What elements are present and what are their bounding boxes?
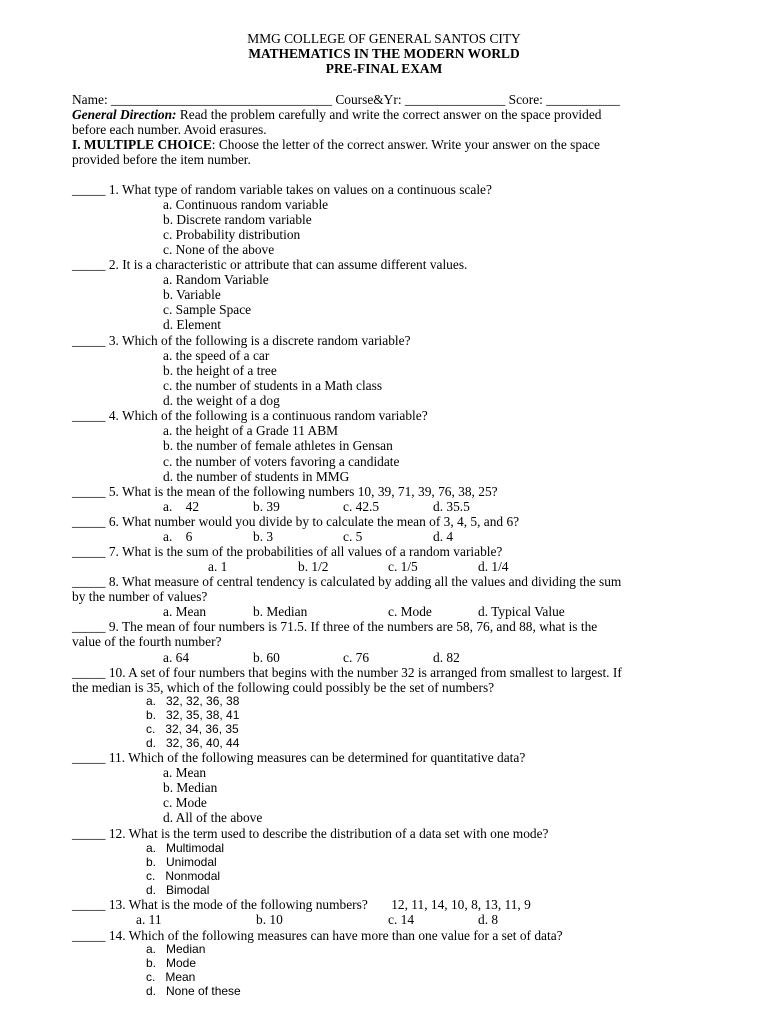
q10-option-c: c. 32, 34, 36, 35	[146, 722, 239, 736]
q11-option-d: d. All of the above	[163, 810, 263, 825]
q13-option-a: a. 11	[136, 912, 162, 927]
q4-option-b: b. the number of female athletes in Gensan	[163, 438, 393, 453]
q3-option-d: d. the weight of a dog	[163, 393, 280, 408]
q8-option-d: d. Typical Value	[478, 604, 565, 619]
q10-option-d: d. 32, 36, 40, 44	[146, 736, 240, 750]
q6-option-c: c. 5	[343, 529, 363, 544]
section-text: : Choose the letter of the correct answer. Write your answer on the space	[211, 137, 600, 152]
q5-option-b: b. 39	[253, 499, 280, 514]
q10-option-a: a. 32, 32, 36, 38	[146, 694, 240, 708]
q7-option-b: b. 1/2	[298, 559, 329, 574]
question-3: _____ 3. Which of the following is a discrete random variable?	[72, 333, 411, 348]
q12-option-d: d. Bimodal	[146, 883, 210, 897]
q8-option-c: c. Mode	[388, 604, 432, 619]
q11-option-b: b. Median	[163, 780, 218, 795]
q2-option-b: b. Variable	[163, 287, 221, 302]
subject-title: MATHEMATICS IN THE MODERN WORLD	[248, 46, 520, 61]
q5-option-a: a. 42	[163, 499, 200, 514]
q2-option-d: d. Element	[163, 317, 222, 332]
q3-option-c: c. the number of students in a Math class	[163, 378, 383, 393]
q1-option-c: c. Probability distribution	[163, 227, 301, 242]
question-6: _____ 6. What number would you divide by to calculate the mean of 3, 4, 5, and 6?	[72, 514, 520, 529]
general-direction	[72, 107, 602, 122]
q1-option-d: c. None of the above	[163, 242, 275, 257]
question-4: _____ 4. Which of the following is a continuous random variable?	[72, 408, 428, 423]
question-9: _____ 9. The mean of four numbers is 71.5. If three of the numbers are 58, 76, and 88, what is the	[72, 619, 598, 634]
q5-option-d: d. 35.5	[433, 499, 470, 514]
q6-option-d: d. 4	[433, 529, 454, 544]
q14-option-c: c. Mean	[146, 970, 196, 984]
q3-option-a: a. the speed of a car	[163, 348, 270, 363]
q12-option-c: c. Nonmodal	[146, 869, 221, 883]
q14-option-d: d. None of these	[146, 984, 241, 998]
section-heading	[72, 137, 600, 152]
q6-option-b: b. 3	[253, 529, 274, 544]
q14-option-b: b. Mode	[146, 956, 197, 970]
question-9-cont: value of the fourth number?	[72, 634, 222, 649]
q13-option-b: b. 10	[256, 912, 283, 927]
q11-option-a: a. Mean	[163, 765, 207, 780]
direction-text-2: before each number. Avoid erasures.	[72, 122, 267, 137]
q11-option-c: c. Mode	[163, 795, 207, 810]
q9-option-a: a. 64	[163, 650, 190, 665]
q8-option-a: a. Mean	[163, 604, 207, 619]
question-8-cont: by the number of values?	[72, 589, 208, 604]
q4-option-d: d. the number of students in MMG	[163, 469, 350, 484]
direction-text: Read the problem carefully and write the correct answer on the space provided	[176, 107, 602, 122]
question-11: _____ 11. Which of the following measures can be determined for quantitative data?	[72, 750, 526, 765]
q13-option-c: c. 14	[388, 912, 415, 927]
q7-option-a: a. 1	[208, 559, 228, 574]
school-name: MMG COLLEGE OF GENERAL SANTOS CITY	[247, 31, 521, 46]
q13-option-d: d. 8	[478, 912, 499, 927]
q9-option-d: d. 82	[433, 650, 460, 665]
q12-option-a: a. Multimodal	[146, 841, 225, 855]
q7-option-c: c. 1/5	[388, 559, 418, 574]
section-label: I. MULTIPLE CHOICE	[72, 137, 212, 152]
q12-option-b: b. Unimodal	[146, 855, 217, 869]
question-5: _____ 5. What is the mean of the following numbers 10, 39, 71, 39, 76, 38, 25?	[72, 484, 498, 499]
q1-option-a: a. Continuous random variable	[163, 197, 329, 212]
question-8: _____ 8. What measure of central tendency is calculated by adding all the values and dividing the sum	[72, 574, 622, 589]
student-info-line: Name: _________________________________ Course&Yr: _______________ Score: ___________	[72, 92, 620, 107]
exam-title: PRE-FINAL EXAM	[325, 61, 443, 76]
q14-option-a: a. Median	[146, 942, 206, 956]
q4-option-c: c. the number of voters favoring a candidate	[163, 454, 400, 469]
q2-option-a: a. Random Variable	[163, 272, 269, 287]
q7-option-d: d. 1/4	[478, 559, 509, 574]
q5-option-c: c. 42.5	[343, 499, 380, 514]
question-7: _____ 7. What is the sum of the probabilities of all values of a random variable?	[72, 544, 503, 559]
question-14: _____ 14. Which of the following measures can have more than one value for a set of data?	[72, 928, 563, 943]
q8-option-b: b. Median	[253, 604, 308, 619]
q9-option-c: c. 76	[343, 650, 370, 665]
question-1: _____ 1. What type of random variable takes on values on a continuous scale?	[72, 182, 492, 197]
question-10-cont: the median is 35, which of the following could possibly be the set of numbers?	[72, 680, 495, 695]
q2-option-c: c. Sample Space	[163, 302, 252, 317]
direction-label: General Direction:	[72, 107, 177, 122]
q1-option-b: b. Discrete random variable	[163, 212, 312, 227]
question-10: _____ 10. A set of four numbers that begins with the number 32 is arranged from smallest to largest. If	[72, 665, 622, 680]
section-text-2: provided before the item number.	[72, 152, 251, 167]
question-12: _____ 12. What is the term used to describe the distribution of a data set with one mode?	[72, 826, 549, 841]
q10-option-b: b. 32, 35, 38, 41	[146, 708, 240, 722]
q4-option-a: a. the height of a Grade 11 ABM	[163, 423, 339, 438]
question-13: _____ 13. What is the mode of the following numbers? 12, 11, 14, 10, 8, 13, 11, 9	[72, 897, 531, 912]
question-2: _____ 2. It is a characteristic or attribute that can assume different values.	[72, 257, 468, 272]
q3-option-b: b. the height of a tree	[163, 363, 277, 378]
q6-option-a: a. 6	[163, 529, 193, 544]
q9-option-b: b. 60	[253, 650, 280, 665]
